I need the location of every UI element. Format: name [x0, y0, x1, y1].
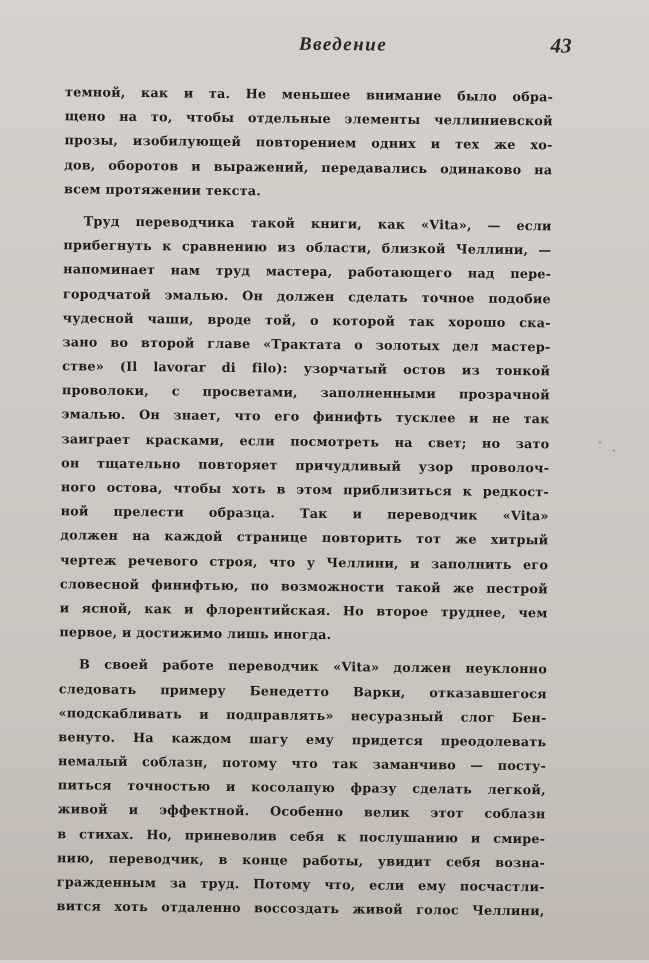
paragraph-2 — [59, 210, 552, 650]
text-line: первое, и достижимо лишь иногда. — [59, 625, 332, 644]
text-line: должен на каждой странице повторить тот же хитрый — [60, 528, 549, 549]
paper-speck — [612, 449, 615, 452]
text-line: и ясной, как и флорентийская. Но второе труднее, чем — [59, 601, 548, 622]
page-number: 43 — [550, 33, 572, 58]
text-line: дов, оборотов и выражений, передавались одинаково на — [64, 157, 553, 178]
text-line: вится хоть отдаленно воссоздать живой голос Челлини, — [56, 899, 545, 920]
text-line: он тщательно повторяет причудливый узор проволоч- — [61, 456, 550, 477]
text-line: чертеж речевого строя, что у Челлини, и заполнить его — [60, 552, 549, 573]
paper-specks — [5, 0, 649, 3]
text-line: ной прелести образца. Так и переводчик «Vita» — [60, 504, 549, 525]
text-line: словесной финифтью, по возможности такой же пестрой — [59, 576, 548, 598]
text-line: Труд переводчика такой книги, как «Vita», — если — [83, 214, 552, 235]
text-line: эмалью. Он знает, что его финифть тусклее и не так — [61, 407, 550, 428]
text-line: зано во второй главе «Трактата о золотых дел мастер- — [62, 335, 551, 356]
paper-speck — [598, 441, 601, 444]
paragraph-3 — [56, 654, 547, 925]
text-line: темной, как и та. Не меньшее внимание было обра- — [64, 85, 554, 106]
text-line: прозы, изобилующей повторением одних и тех же хо- — [64, 133, 553, 154]
text-line: стве» (Il lavorar di filo): узорчатый остов из тонкой — [62, 359, 551, 380]
text-line: заиграет красками, если посмотреть на свет; но зато — [61, 431, 550, 452]
text-line: живой и эффектной. Особенно велик этот соблазн — [57, 802, 546, 823]
text-line: всем протяжении текста. — [63, 182, 261, 200]
text-line: нию, переводчик, в конце работы, увидит себя возна- — [56, 851, 546, 872]
text-line: следовать примеру Бенедетто Варки, отказавшегося — [58, 681, 547, 702]
page-header — [104, 32, 581, 61]
text-line: ного остова, чтобы хоть в этом приблизиться к редкост- — [60, 480, 549, 501]
text-line: чудесной чаши, вроде той, о которой так хорошо ска- — [62, 310, 551, 332]
text-line: напоминает нам труд мастера, работающего над пере- — [63, 262, 552, 283]
text-line: венуто. На каждом шагу ему придется преодолевать — [58, 730, 547, 751]
text-line: В своей работе переводчик «Vita» должен неуклонно — [78, 657, 548, 678]
text-line: в стихах. Но, приневолив себя к послушанию и смире- — [57, 826, 546, 847]
text-line: щено на то, чтобы отдельные элементы челлиниевской — [64, 109, 553, 130]
paragraph-1 — [64, 81, 553, 207]
text-line: «подскабливать и подправлять» несуразный слог Бен- — [58, 705, 547, 727]
text-line: городчатой эмалью. Он должен сделать точное подобие — [62, 286, 551, 307]
text-line: гражденным за труд. Потому что, если ему посчастли- — [56, 875, 545, 896]
body-text — [56, 81, 553, 932]
text-line: немалый соблазн, потому что так заманчиво — посту- — [57, 754, 547, 775]
text-line: питься точностью и косолапую фразу сделать легкой, — [57, 778, 546, 799]
text-line: прибегнуть к сравнению из области, близкой Челлини, — — [63, 238, 552, 259]
text-line: проволоки, с просветами, заполненными прозрачной — [61, 383, 550, 404]
running-title: Введение — [298, 33, 388, 56]
